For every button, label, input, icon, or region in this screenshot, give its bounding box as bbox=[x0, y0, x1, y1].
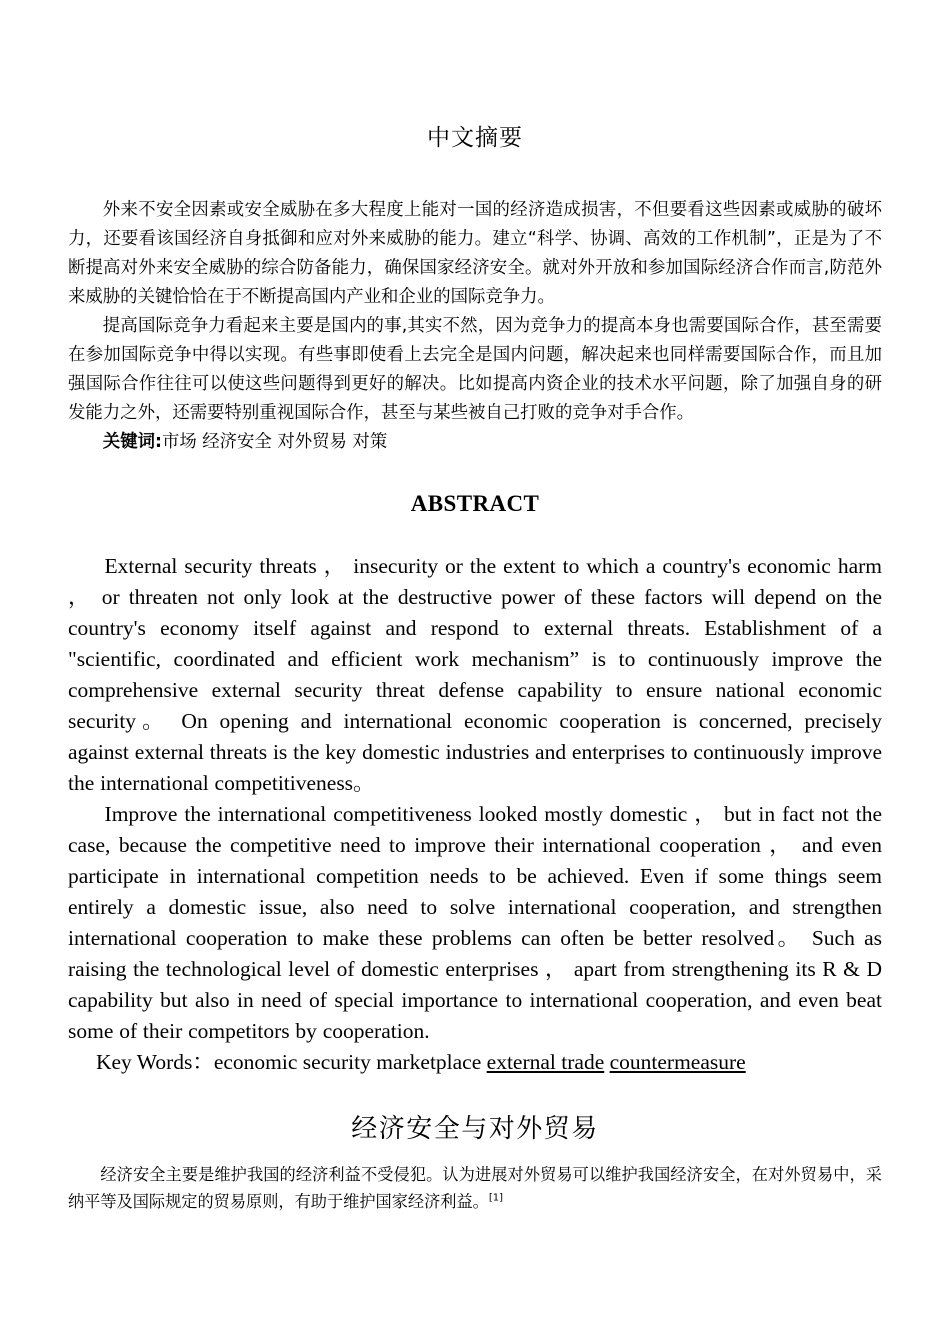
chinese-keywords-value: 市场 经济安全 对外贸易 对策 bbox=[161, 431, 388, 452]
english-keywords-plain: economic security marketplace bbox=[213, 1049, 487, 1074]
chinese-keywords-line bbox=[68, 428, 882, 457]
chinese-body-text: 经济安全主要是维护我国的经济利益不受侵犯。认为进展对外贸易可以维护我国经济安全，在对外贸易中，采纳平等及国际规定的贸易原则，有助于维护国家经济利益。 bbox=[68, 1164, 882, 1211]
spacer bbox=[68, 1151, 882, 1161]
chinese-abstract-paragraph-2: 提高国际竞争力看起来主要是国内的事,其实不然，因为竞争力的提高本身也需要国际合作，甚至需要在参加国际竞争中得以实现。有些事即使看上去完全是国内问题，解决起来也同样需要国际合作，而且加强国际合作往往可以使这些问题得到更好的解决。比如提高内资企业的技术水平问题，除了加强自身的研发能力之外，还需要特别重视国际合作，甚至与某些被自己打败的竞争对手合作。 bbox=[68, 315, 882, 423]
english-keywords-line bbox=[68, 1047, 882, 1078]
english-keyword-external-trade: external trade bbox=[486, 1049, 605, 1074]
chinese-keywords-label: 关键词: bbox=[102, 431, 162, 452]
english-abstract-paragraph-2: Improve the international competitiveness looked mostly domestic ， but in fact not the case, because the competitive need to improve their international cooperation ， and even participate in international competition needs to be achieved. Even if some things seem entirely a domestic issue, also need to solve international cooperation, and strengthen international cooperation to make these problems can often be better resolved。 Such as raising the technological level of domestic enterprises ， apart from strengthening its R & D capability but also in need of special importance to international cooperation, and even beat some of their competitors by cooperation. bbox=[68, 801, 882, 1043]
abstract-heading: ABSTRACT bbox=[410, 490, 540, 516]
main-document-title: 经济安全与对外贸易 bbox=[351, 1113, 599, 1144]
spacer bbox=[68, 154, 882, 172]
reference-superscript: [1] bbox=[488, 1192, 504, 1204]
chinese-body-paragraph bbox=[68, 1161, 882, 1215]
english-keyword-countermeasure: countermeasure bbox=[609, 1049, 746, 1074]
english-keywords-label: Key Words： bbox=[95, 1049, 214, 1074]
chinese-abstract-paragraph-1: 外来不安全因素或安全威胁在多大程度上能对一国的经济造成损害，不但要看这些因素或威胁的破坏力，还要看该国经济自身抵御和应对外来威胁的能力。建立“科学、协调、高效的工作机制”，正是为了不断提高对外来安全威胁的综合防备能力，确保国家经济安全。就对外开放和参加国际经济合作而言,防范外来威胁的关键恰恰在于不断提高国内产业和企业的国际竞争力。 bbox=[68, 199, 882, 307]
english-abstract-paragraph-1: External security threats ， insecurity or the extent to which a country's economic harm ， or threaten not only look at the destructive power of these factors will depend on the country's economy itself against and respond to external threats. Establishment of a "scientific, coordinated and efficient work mechanism” is to continuously improve the comprehensive external security threat defense capability to ensure national economic security。 On opening and international economic cooperation is concerned, precisely against external threats is the key domestic industries and enterprises to continuously improve the international competitiveness。 bbox=[68, 553, 882, 795]
chinese-abstract-heading: 中文摘要 bbox=[427, 125, 523, 151]
